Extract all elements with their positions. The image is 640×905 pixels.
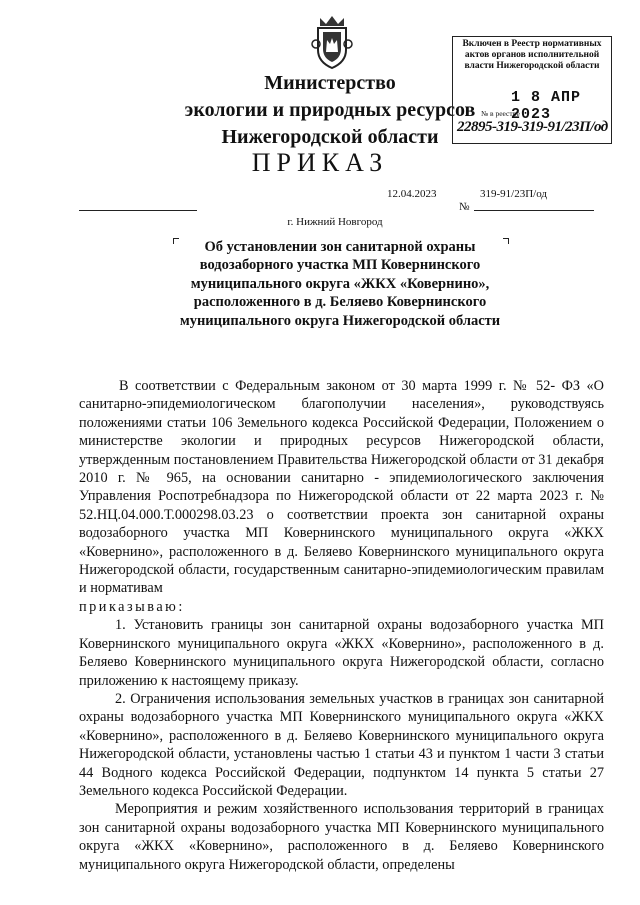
city-name: г. Нижний Новгород: [287, 216, 383, 228]
ministry-line-2: экологии и природных ресурсов: [184, 99, 476, 121]
preamble-paragraph: В соответствии с Федеральным законом от 30 марта 1999 г. № 52- ФЗ «О санитарно-эпидемиологическом благополучии населения», руководствуясь положениями статьи 106 Земельного кодекса Российской Федерации, Положением о министерстве экологии и природных ресурсов Нижегородской области, утвержденным постановлением Правительства Нижегородской области от 31 декабря 2010 г. № 965, на основании санитарно - эпидемиологического заключения Управления Роспотребнадзора по Нижегородской области от 22 марта 2023 г. № 52.НЦ.04.000.Т.000298.03.23 о соответствии проекта зон санитарной охраны водозаборного участка МП Ковернинского муниципального округа «ЖКХ «Ковернино», расположенного в д. Беляево Ковернинского муниципального округа Нижегородской области, государственным санитарно-эпидемиологическим правилам и нормативам: [79, 378, 604, 597]
item-1-paragraph: 1. Установить границы зон санитарной охраны водозаборного участка МП Ковернинского муниципального округа «ЖКХ «Ковернино», расположенного в д. Беляево Ковернинского муниципального округа Нижегородской области, согласно приложению к настоящему приказу.: [79, 617, 604, 689]
item-2-paragraph: 2. Ограничения использования земельных участков в границах зон санитарной охраны водозаборного участка МП Ковернинского муниципального округа «ЖКХ «Ковернино», расположенного в д. Беляево Ковернинского муниципального округа Нижегородской области, установлены частью 1 статьи 43 и пунктом 1 части 3 статьи 44 Водного кодекса Российской Федерации, подпунктом 14 пункта 5 статьи 27 Земельного кодекса Российской Федерации.: [79, 690, 604, 799]
stamp-header: Включен в Реестр нормативных актов органов исполнительной власти Нижегородской области: [462, 39, 602, 71]
stamp-reg-label: № в реестре: [481, 109, 520, 118]
order-date: 12.04.2023: [387, 188, 437, 200]
ministry-line-1: Министерство: [264, 72, 396, 94]
ministry-name: [180, 70, 480, 151]
paragraph-3: Мероприятия и режим хозяйственного использования территорий в границах зон санитарной охраны водозаборного участка МП Ковернинского муниципального округа «ЖКХ «Ковернино», расположенного в д. Беляево Ковернинского муниципального округа Нижегородской области, определены: [79, 801, 604, 873]
order-number: 319-91/23П/од: [480, 188, 547, 200]
date-underline: [79, 210, 197, 211]
number-underline: [474, 210, 594, 211]
order-subject: Об установлении зон санитарной охраны водозаборного участка МП Ковернинского муниципального округа «ЖКХ «Ковернино», расположенного в д. Беляево Ковернинского муниципального округа Нижегородской области: [179, 239, 501, 329]
registry-stamp: [452, 36, 612, 144]
order-body: [79, 377, 604, 874]
stamp-reg-number: 22895-319-319-91/23П/од: [457, 119, 608, 135]
stamp-date: 1 8 АПР 2023: [511, 89, 582, 123]
coat-of-arms-emblem: [310, 14, 354, 70]
order-word: приказываю:: [79, 598, 185, 615]
document-type-title: ПРИКАЗ: [251, 148, 389, 177]
number-sign: №: [459, 201, 470, 213]
ministry-line-3: Нижегородской области: [221, 126, 439, 148]
